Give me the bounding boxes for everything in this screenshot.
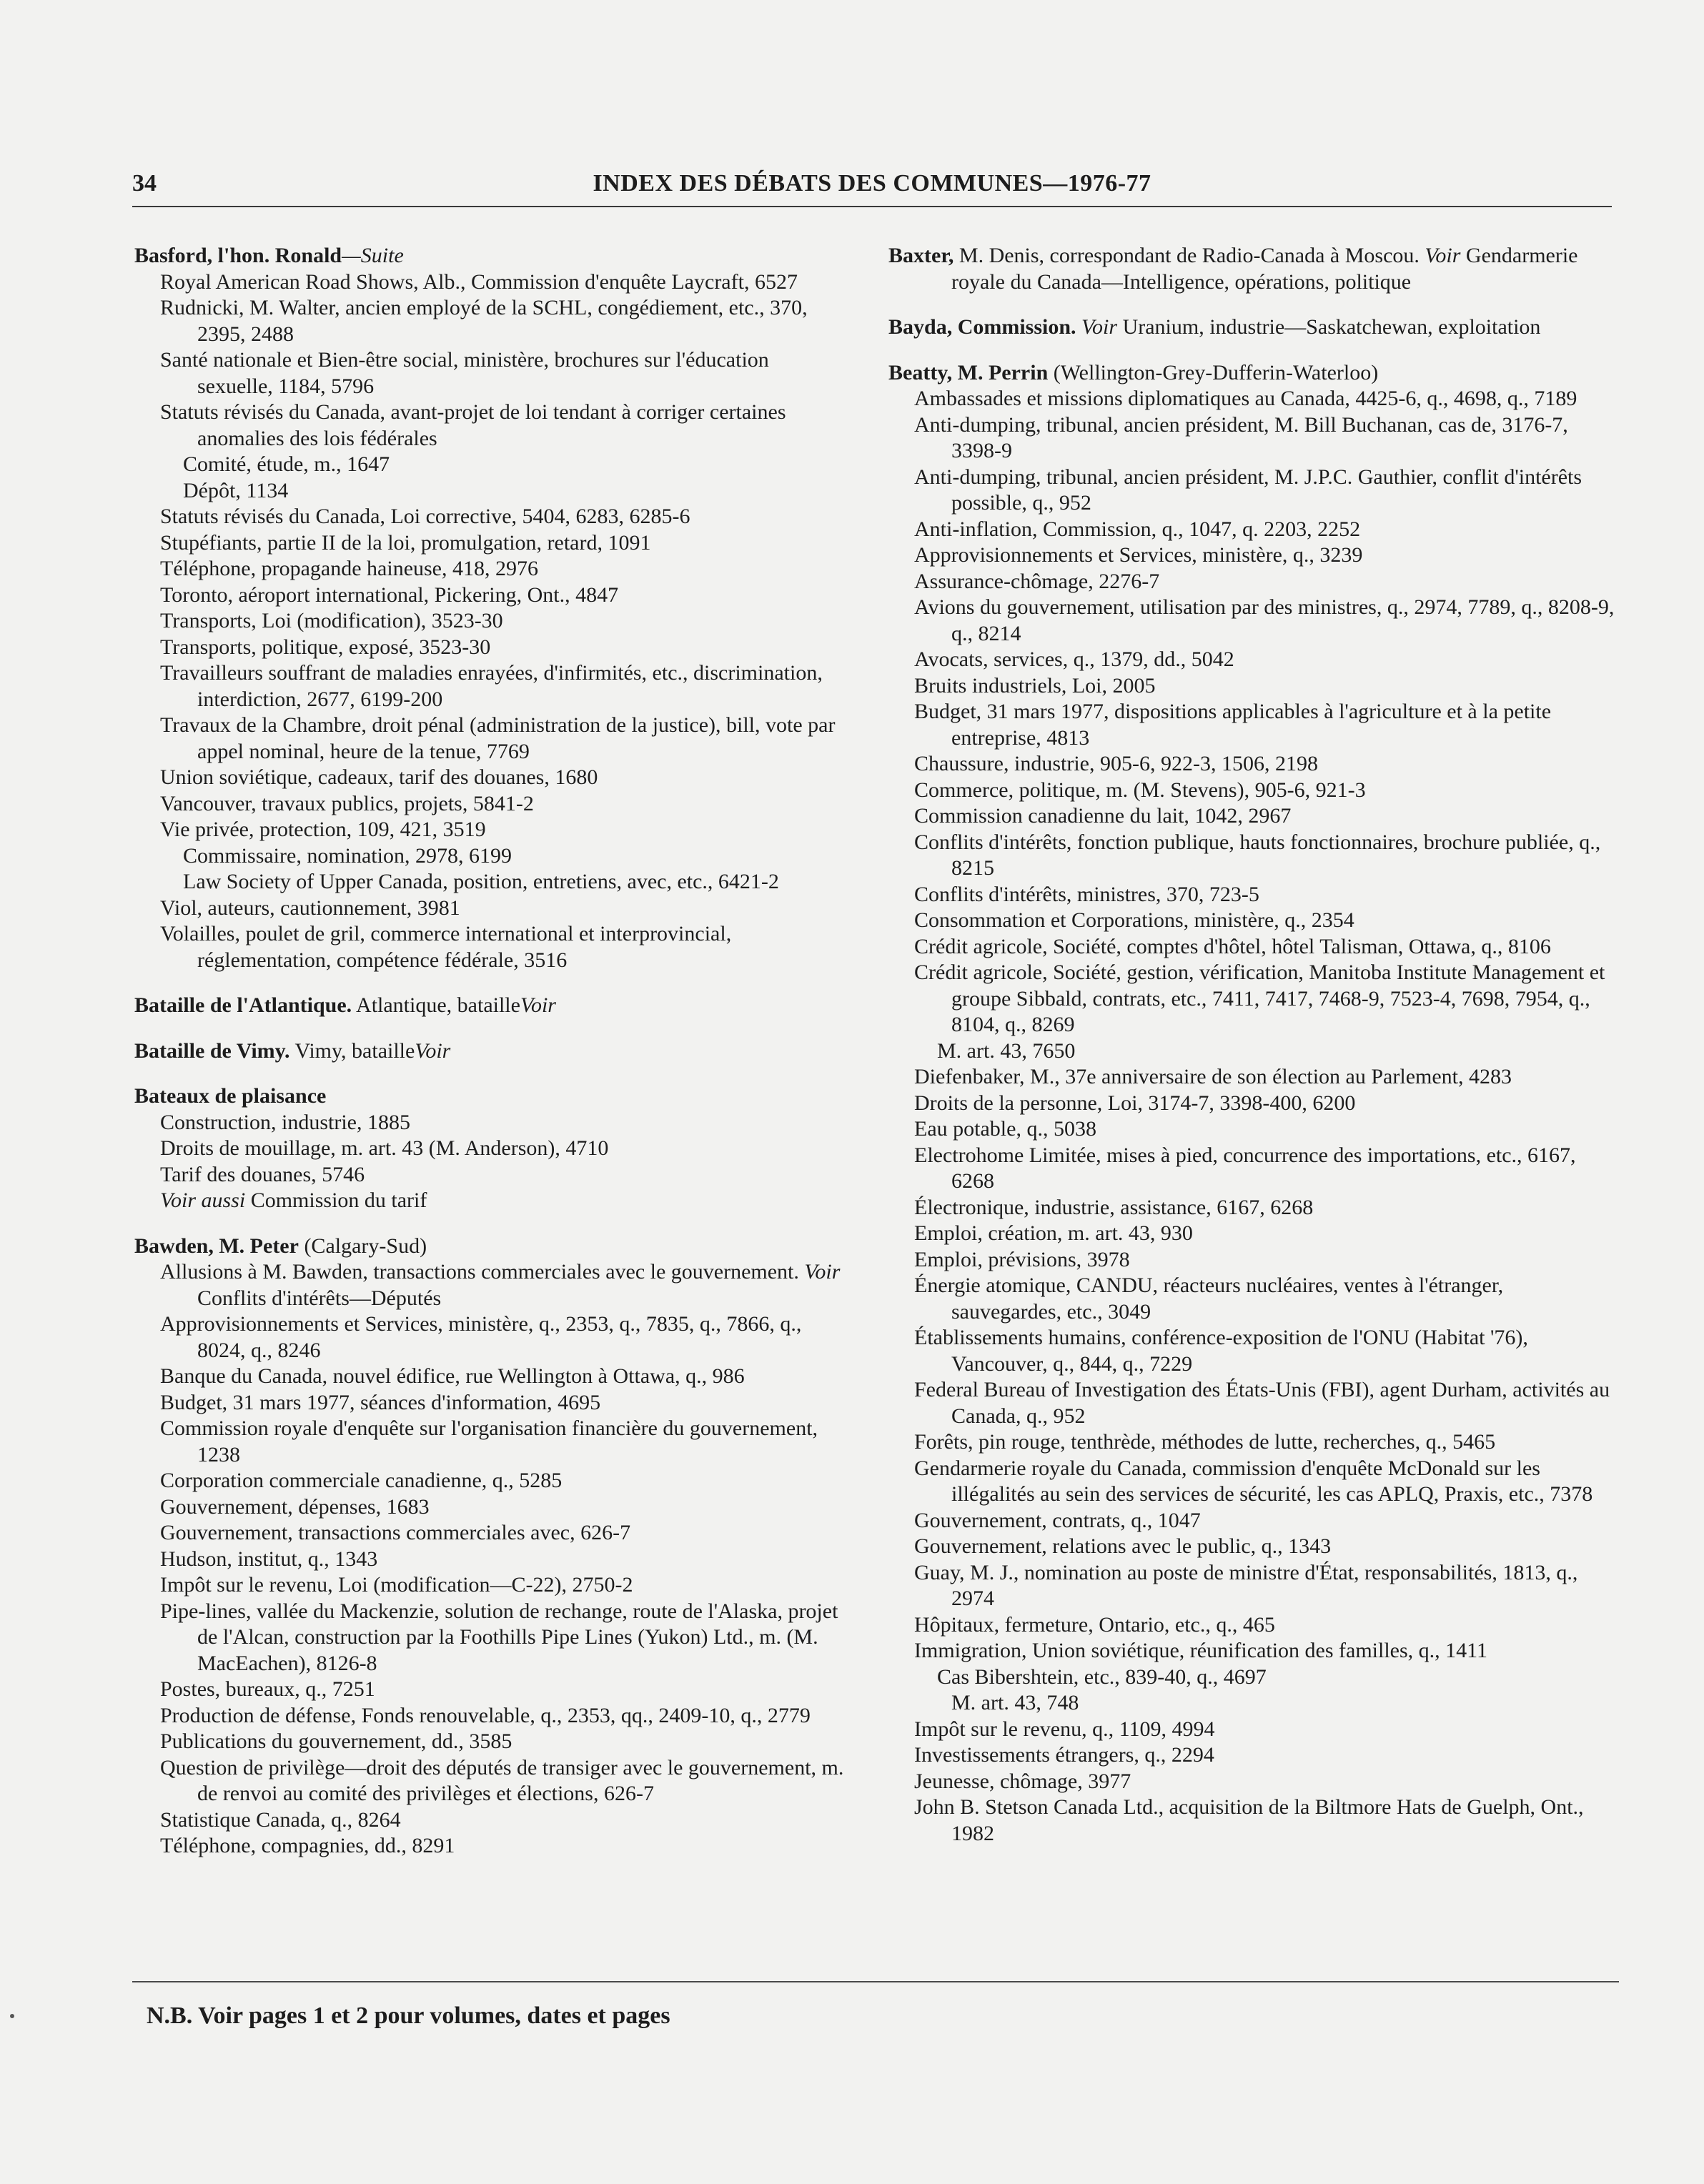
entry-heading-name: Bataille de l'Atlantique.: [134, 993, 352, 1017]
subentry-text: Comité, étude, m., 1647: [183, 452, 390, 476]
subentry: [134, 921, 849, 973]
subentry-text: Droits de la personne, Loi, 3174-7, 3398-400, 6200: [914, 1091, 1356, 1115]
entry-heading-suffix: (Wellington-Grey-Dufferin-Waterloo): [1048, 360, 1379, 384]
subentry: [888, 1091, 1618, 1117]
subentry: [888, 1143, 1618, 1195]
subentry: [134, 478, 849, 505]
subentry: [134, 608, 849, 635]
subentry-text: Assurance-chômage, 2276-7: [914, 569, 1160, 593]
subentry-text: Commissaire, nomination, 2978, 6199: [183, 843, 512, 868]
subentry-text: Vancouver, travaux publics, projets, 5841-2: [160, 791, 534, 815]
subentry: [134, 713, 849, 765]
subentry-text: Pipe-lines, vallée du Mackenzie, solution de rechange, route de l'Alaska, projet de l'Alcan, construction par la Foothills Pipe Lines (Yukon) Ltd., m. (M. MacEachen), 8126-8: [160, 1599, 838, 1675]
entry-heading-name: Beatty, M. Perrin: [888, 360, 1049, 384]
subentry: [134, 269, 849, 296]
subentry: [888, 465, 1618, 517]
subentry-text: Volailles, poulet de gril, commerce international et interprovincial, réglementation, compétence fédérale, 3516: [160, 922, 732, 972]
subentry: [888, 1560, 1618, 1612]
subentry-text: Commerce, politique, m. (M. Stevens), 905-6, 921-3: [914, 778, 1366, 802]
subentry-text: Federal Bureau of Investigation des États-Unis (FBI), agent Durham, activités au Canada, q., 952: [914, 1378, 1610, 1428]
subentry: [888, 1769, 1618, 1795]
entry-heading-name: Basford, l'hon. Ronald: [134, 244, 342, 267]
subentry-text: Commission royale d'enquête sur l'organisation financière du gouvernement, 1238: [160, 1416, 818, 1466]
subentry: [134, 1188, 849, 1214]
subentry-text: Impôt sur le revenu, Loi (modification—C-22), 2750-2: [160, 1573, 633, 1597]
subentry-text: Hôpitaux, fermeture, Ontario, etc., q., 465: [914, 1612, 1275, 1637]
subentry-text: Allusions à M. Bawden, transactions commerciales avec le gouvernement.: [160, 1260, 805, 1284]
subentry-text: M. art. 43, 7650: [937, 1038, 1076, 1063]
subentry: [134, 347, 849, 399]
entry-heading-text: M. Denis, correspondant de Radio-Canada à Moscou.: [953, 244, 1425, 267]
cross-reference-label: Voir: [520, 993, 556, 1017]
index-entry: [888, 314, 1618, 341]
subentry-text: Anti-inflation, Commission, q., 1047, q. 2203, 2252: [914, 517, 1361, 541]
subentry-text: Diefenbaker, M., 37e anniversaire de son élection au Parlement, 4283: [914, 1065, 1512, 1088]
subentry-text: Dépôt, 1134: [183, 478, 289, 502]
entry-heading-suffix: (Calgary-Sud): [298, 1234, 427, 1258]
subentry: [888, 1116, 1618, 1143]
subentry: [134, 843, 849, 870]
entry-heading-text: [1076, 315, 1082, 339]
subentry-text: Vie privée, protection, 109, 421, 3519: [160, 818, 486, 841]
subentry: [888, 673, 1618, 700]
subentry: [134, 1494, 849, 1521]
subentry-text: Forêts, pin rouge, tenthrède, méthodes de lutte, recherches, q., 5465: [914, 1430, 1496, 1454]
entry-heading-name: Bataille de Vimy.: [134, 1038, 290, 1063]
subentry: [134, 1547, 849, 1573]
subentry-text: Jeunesse, chômage, 3977: [914, 1769, 1131, 1793]
subentry-text: Droits de mouillage, m. art. 43 (M. Anderson), 4710: [160, 1136, 609, 1160]
subentry: [134, 1259, 849, 1311]
subentry: [888, 882, 1618, 908]
subentry: [888, 1795, 1618, 1847]
margin-mark: [10, 2014, 14, 2018]
subentry-text: Rudnicki, M. Walter, ancien employé de la SCHL, congédiement, etc., 370, 2395, 2488: [160, 296, 808, 346]
subentry: [134, 1364, 849, 1390]
subentry: [888, 778, 1618, 804]
index-entry: [134, 1234, 849, 1860]
subentry: [888, 569, 1618, 595]
index-column-left: [134, 243, 849, 1879]
subentry-text: Approvisionnements et Services, ministère, q., 3239: [914, 543, 1363, 567]
subentry: [134, 895, 849, 922]
subentry: [888, 517, 1618, 543]
subentry-text: Gouvernement, dépenses, 1683: [160, 1494, 430, 1519]
entry-heading-name: Bawden, M. Peter: [134, 1234, 299, 1258]
index-entry: [888, 360, 1618, 1847]
subentry: [134, 1599, 849, 1677]
subentry: [134, 399, 849, 452]
subentry-text: Cas Bibershtein, etc., 839-40, q., 4697: [937, 1664, 1267, 1689]
entry-heading-name: Bayda, Commission.: [888, 315, 1076, 339]
subentry-text: Statuts révisés du Canada, avant-projet de loi tendant à corriger certaines anomalies des lois fédérales: [160, 400, 786, 450]
subentry-text: Travailleurs souffrant de maladies enrayées, d'infirmités, etc., discrimination, interdiction, 2677, 6199-200: [160, 661, 823, 711]
subentry: [134, 1833, 849, 1860]
subentry: [134, 1755, 849, 1807]
subentry-text: Anti-dumping, tribunal, ancien président, M. Bill Buchanan, cas de, 3176-7, 3398-9: [914, 412, 1568, 462]
subentry-text: Électronique, industrie, assistance, 6167, 6268: [914, 1195, 1314, 1219]
entry-heading: [134, 993, 849, 1019]
subentry-text: Eau potable, q., 5038: [914, 1117, 1096, 1141]
subentry: [888, 751, 1618, 778]
subentry-text: Budget, 31 mars 1977, séances d'information, 4695: [160, 1390, 601, 1414]
subentry-text: Electrohome Limitée, mises à pied, concurrence des importations, etc., 6167, 6268: [914, 1143, 1576, 1193]
subentry: [888, 1612, 1618, 1639]
subentry-text: Guay, M. J., nomination au poste de ministre d'État, responsabilités, 1813, q., 2974: [914, 1560, 1578, 1610]
subentry: [134, 295, 849, 347]
subentry-text: Gouvernement, relations avec le public, q., 1343: [914, 1534, 1332, 1558]
subentry: [888, 1325, 1618, 1377]
subentry: [134, 1520, 849, 1547]
subentry: [134, 1311, 849, 1364]
subentry: [888, 1064, 1618, 1091]
subentry-text: Approvisionnements et Services, ministère, q., 2353, q., 7835, q., 7866, q., 8024, q., 8246: [160, 1312, 802, 1362]
entry-heading-text: Atlantique, bataille: [352, 993, 520, 1017]
index-entry: [134, 1038, 849, 1065]
cross-reference-label: Voir: [804, 1260, 841, 1284]
subentry: [134, 791, 849, 818]
subentry-text: Téléphone, propagande haineuse, 418, 2976: [160, 557, 538, 580]
subentry: [888, 960, 1618, 1038]
subentry: [888, 1273, 1618, 1325]
subentry: [888, 386, 1618, 412]
subentry: [134, 765, 849, 791]
subentry-text: Conflits d'intérêts, ministres, 370, 723-5: [914, 882, 1259, 906]
subentry: [888, 1195, 1618, 1221]
subentry: [134, 530, 849, 557]
subentry: [888, 1247, 1618, 1274]
subentry-text: Stupéfiants, partie II de la loi, promulgation, retard, 1091: [160, 530, 651, 555]
subentry-text: Immigration, Union soviétique, réunification des familles, q., 1411: [914, 1639, 1488, 1662]
cross-reference-target: Conflits d'intérêts—Députés: [197, 1286, 442, 1310]
subentry: [888, 803, 1618, 830]
subentry-text: Chaussure, industrie, 905-6, 922-3, 1506, 2198: [914, 752, 1318, 775]
footnote: N.B. Voir pages 1 et 2 pour volumes, dates et pages: [147, 2002, 670, 2029]
cross-reference-label: Voir: [1081, 315, 1118, 339]
subentry-text: Investissements étrangers, q., 2294: [914, 1743, 1214, 1767]
subentry: [888, 908, 1618, 934]
subentry-text: Statistique Canada, q., 8264: [160, 1807, 401, 1832]
subentry-text: Law Society of Upper Canada, position, entretiens, avec, etc., 6421-2: [183, 870, 779, 893]
subentry: [888, 1221, 1618, 1247]
subentry: [134, 504, 849, 530]
subentry: [134, 1110, 849, 1136]
entry-heading: [134, 243, 849, 269]
subentry: [888, 1508, 1618, 1534]
subentry: [134, 869, 849, 895]
subentry: [134, 1807, 849, 1834]
entry-heading-name: Baxter,: [888, 244, 954, 267]
cross-reference-target: Uranium, industrie—Saskatchewan, exploitation: [1117, 315, 1541, 339]
subentry: [134, 1729, 849, 1755]
entry-heading: [888, 243, 1618, 295]
subentry-text: M. art. 43, 748: [951, 1691, 1079, 1714]
subentry-text: Gouvernement, contrats, q., 1047: [914, 1508, 1201, 1532]
subentry: [888, 1690, 1618, 1717]
subentry-text: Toronto, aéroport international, Pickering, Ont., 4847: [160, 582, 619, 607]
subentry-text: Production de défense, Fonds renouvelable, q., 2353, qq., 2409-10, q., 2779: [160, 1703, 811, 1727]
index-entry: [134, 993, 849, 1019]
running-title: INDEX DES DÉBATS DES COMMUNES—1976-77: [593, 170, 1151, 197]
subentry: [888, 699, 1618, 751]
subentry: [134, 817, 849, 843]
subentry-text: Banque du Canada, nouvel édifice, rue Wellington à Ottawa, q., 986: [160, 1364, 745, 1388]
subentry-text: Construction, industrie, 1885: [160, 1110, 410, 1134]
page-number: 34: [132, 170, 157, 197]
subentry-text: Emploi, création, m. art. 43, 930: [914, 1221, 1193, 1245]
cross-reference-label: Voir: [1425, 244, 1461, 267]
subentry-text: Royal American Road Shows, Alb., Commission d'enquête Laycraft, 6527: [160, 269, 798, 294]
entry-heading: [134, 1083, 849, 1110]
subentry: [888, 1717, 1618, 1743]
subentry: [888, 1377, 1618, 1429]
subentry-text: Budget, 31 mars 1977, dispositions applicables à l'agriculture et à la petite entreprise, 4813: [914, 700, 1552, 750]
subentry: [134, 1677, 849, 1703]
subentry-text: Ambassades et missions diplomatiques au Canada, 4425-6, q., 4698, q., 7189: [914, 387, 1577, 410]
entry-heading-text: Vimy, bataille: [289, 1038, 415, 1063]
subentry-text: Conflits d'intérêts, fonction publique, hauts fonctionnaires, brochure publiée, q., 8215: [914, 830, 1601, 880]
subentry-text: Crédit agricole, Société, gestion, vérification, Manitoba Institute Management et groupe Sibbald, contrats, etc., 7411, 7417, 7468-9, 7523-4, 7698, 7954, q., 8104, q., 8269: [914, 961, 1605, 1036]
subentry: [888, 934, 1618, 961]
subentry-text: Tarif des douanes, 5746: [160, 1162, 365, 1186]
subentry: [134, 582, 849, 609]
subentry-text: Téléphone, compagnies, dd., 8291: [160, 1834, 455, 1857]
subentry-text: Question de privilège—droit des députés de transiger avec le gouvernement, m. de renvoi au comité des privilèges et élections, 626-7: [160, 1755, 844, 1805]
entry-heading: [888, 360, 1618, 387]
subentry: [888, 1038, 1618, 1065]
subentry-text: Corporation commerciale canadienne, q., 5285: [160, 1469, 563, 1492]
subentry: [134, 660, 849, 713]
cross-reference-target: Commission du tarif: [245, 1188, 427, 1212]
subentry-text: Énergie atomique, CANDU, réacteurs nucléaires, ventes à l'étranger, sauvegardes, etc., 3049: [914, 1274, 1504, 1324]
subentry: [134, 635, 849, 661]
page-header: [132, 166, 1612, 207]
subentry: [134, 556, 849, 582]
footer-rule: [132, 1981, 1619, 1982]
subentry: [888, 1429, 1618, 1456]
subentry: [888, 1638, 1618, 1664]
subentry: [888, 542, 1618, 569]
index-entry: [134, 1083, 849, 1214]
subentry: [888, 647, 1618, 673]
subentry: [134, 1468, 849, 1494]
subentry-text: Anti-dumping, tribunal, ancien président, M. J.P.C. Gauthier, conflit d'intérêts possible, q., 952: [914, 465, 1582, 515]
cross-reference-target: Gendarmerie royale du Canada—Intelligence, opérations, politique: [951, 244, 1578, 294]
subentry-text: Travaux de la Chambre, droit pénal (administration de la justice), bill, vote par appel nominal, heure de la tenue, 7769: [160, 713, 836, 763]
subentry: [134, 1162, 849, 1188]
subentry: [134, 1572, 849, 1599]
subentry: [134, 1390, 849, 1416]
subentry-text: Emploi, prévisions, 3978: [914, 1247, 1130, 1271]
entry-heading-suffix: —Suite: [342, 244, 404, 267]
subentry-text: Hudson, institut, q., 1343: [160, 1547, 378, 1571]
entry-heading: [888, 314, 1618, 341]
subentry: [134, 1703, 849, 1729]
subentry: [888, 1664, 1618, 1691]
subentry: [134, 452, 849, 478]
subentry-text: Transports, politique, exposé, 3523-30: [160, 635, 491, 659]
subentry-text: Postes, bureaux, q., 7251: [160, 1677, 375, 1701]
subentry: [134, 1136, 849, 1162]
subentry: [888, 595, 1618, 647]
subentry: [888, 412, 1618, 465]
subentry: [888, 1456, 1618, 1508]
subentry: [888, 1742, 1618, 1769]
subentry-text: Bruits industriels, Loi, 2005: [914, 673, 1156, 698]
subentry-text: Consommation et Corporations, ministère, q., 2354: [914, 908, 1354, 932]
index-entry: [134, 243, 849, 973]
subentry-text: Impôt sur le revenu, q., 1109, 4994: [914, 1717, 1215, 1741]
subentry-text: Commission canadienne du lait, 1042, 2967: [914, 804, 1292, 828]
cross-reference-label: Voir aussi: [160, 1188, 246, 1212]
entry-heading: [134, 1038, 849, 1065]
subentry-text: Statuts révisés du Canada, Loi corrective, 5404, 6283, 6285-6: [160, 505, 690, 528]
subentry-text: Viol, auteurs, cautionnement, 3981: [160, 895, 460, 920]
subentry-text: Santé nationale et Bien-être social, ministère, brochures sur l'éducation sexuelle, 1184, 5796: [160, 348, 769, 398]
subentry-text: Avocats, services, q., 1379, dd., 5042: [914, 647, 1234, 671]
subentry: [888, 1534, 1618, 1560]
index-entry: [888, 243, 1618, 295]
subentry-text: Gendarmerie royale du Canada, commission d'enquête McDonald sur les illégalités au sein des services de sécurité, les cas APLQ, Praxis, etc., 7378: [914, 1456, 1593, 1506]
subentry: [888, 830, 1618, 882]
subentry-text: Établissements humains, conférence-exposition de l'ONU (Habitat '76), Vancouver, q., 844, q., 7229: [914, 1326, 1528, 1376]
subentry-text: John B. Stetson Canada Ltd., acquisition de la Biltmore Hats de Guelph, Ont., 1982: [914, 1795, 1584, 1845]
subentry-text: Transports, Loi (modification), 3523-30: [160, 609, 503, 632]
index-column-right: [888, 243, 1618, 1866]
subentry-text: Crédit agricole, Société, comptes d'hôtel, hôtel Talisman, Ottawa, q., 8106: [914, 934, 1551, 958]
entry-heading: [134, 1234, 849, 1260]
subentry: [134, 1416, 849, 1468]
subentry-text: Publications du gouvernement, dd., 3585: [160, 1729, 512, 1753]
entry-heading-name: Bateaux de plaisance: [134, 1084, 327, 1108]
subentry-text: Avions du gouvernement, utilisation par des ministres, q., 2974, 7789, q., 8208-9, q., 8214: [914, 595, 1615, 645]
subentry-text: Gouvernement, transactions commerciales avec, 626-7: [160, 1521, 631, 1544]
cross-reference-label: Voir: [415, 1038, 451, 1063]
subentry-text: Union soviétique, cadeaux, tarif des douanes, 1680: [160, 765, 598, 789]
